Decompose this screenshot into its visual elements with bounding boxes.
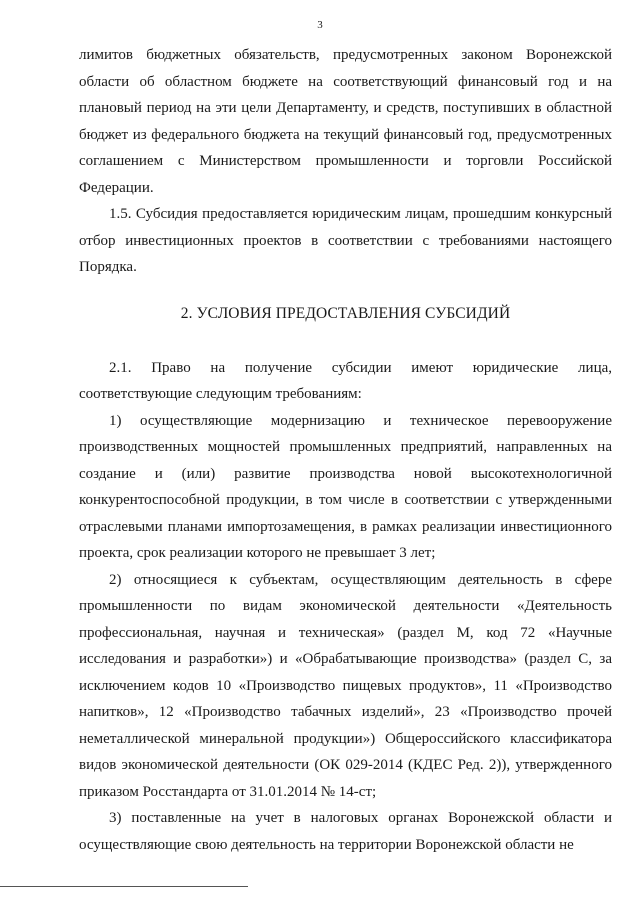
page-number: 3 <box>317 19 323 31</box>
paragraph-continuation: лимитов бюджетных обязательств, предусмотренных законом Воронежской области об областном бюджете на соответствующий финансовый год и на плановый период на эти цели Департаменту, и средств, поступивших в областной бюджет из федерального бюджета на текущий финансовый год, предусмотренных соглашением с Министерством промышленности и торговли Российской Федерации. <box>79 47 612 196</box>
paragraph-2-1: 2.1. Право на получение субсидии имеют юридические лица, соответствующие следующим требованиям: <box>79 359 612 402</box>
paragraph-1-5: 1.5. Субсидия предоставляется юридическим лицам, прошедшим конкурсный отбор инвестиционных проектов в соответствии с требованиями настоящего Порядка. <box>79 206 612 275</box>
document-body <box>79 42 612 858</box>
list-item-3: 3) поставленные на учет в налоговых органах Воронежской области и осуществляющие свою деятельность на территории Воронежской области не <box>79 810 612 853</box>
section-title: 2. УСЛОВИЯ ПРЕДОСТАВЛЕНИЯ СУБСИДИЙ <box>180 304 511 322</box>
list-item-2: 2) относящиеся к субъектам, осуществляющим деятельность в сфере промышленности по видам экономической деятельности «Деятельность профессиональная, научная и техническая» (раздел M, код 72 «Научные исследования и разработки») и «Обрабатывающие производства» (раздел С, за исключением кодов 10 «Производство пищевых продуктов», 11 «Производство напитков», 12 «Производство табачных изделий», 23 «Производство прочей неметаллической минеральной продукции») Общероссийского классификатора видов экономической деятельности (ОК 029-2014 (КДЕС Ред. 2)), утвержденного приказом Росстандарта от 31.01.2014 № 14-ст; <box>79 571 612 800</box>
footer-divider <box>0 886 248 887</box>
list-item-1: 1) осуществляющие модернизацию и техническое перевооружение производственных мощностей промышленных предприятий, направленных на создание и (или) развитие производства новой высокотехнологичной конкурентоспособной продукции, в том числе в соответствии с утвержденными отраслевыми планами импортозамещения, в рамках реализации инвестиционного проекта, срок реализации которого не превышает 3 лет; <box>79 412 612 561</box>
